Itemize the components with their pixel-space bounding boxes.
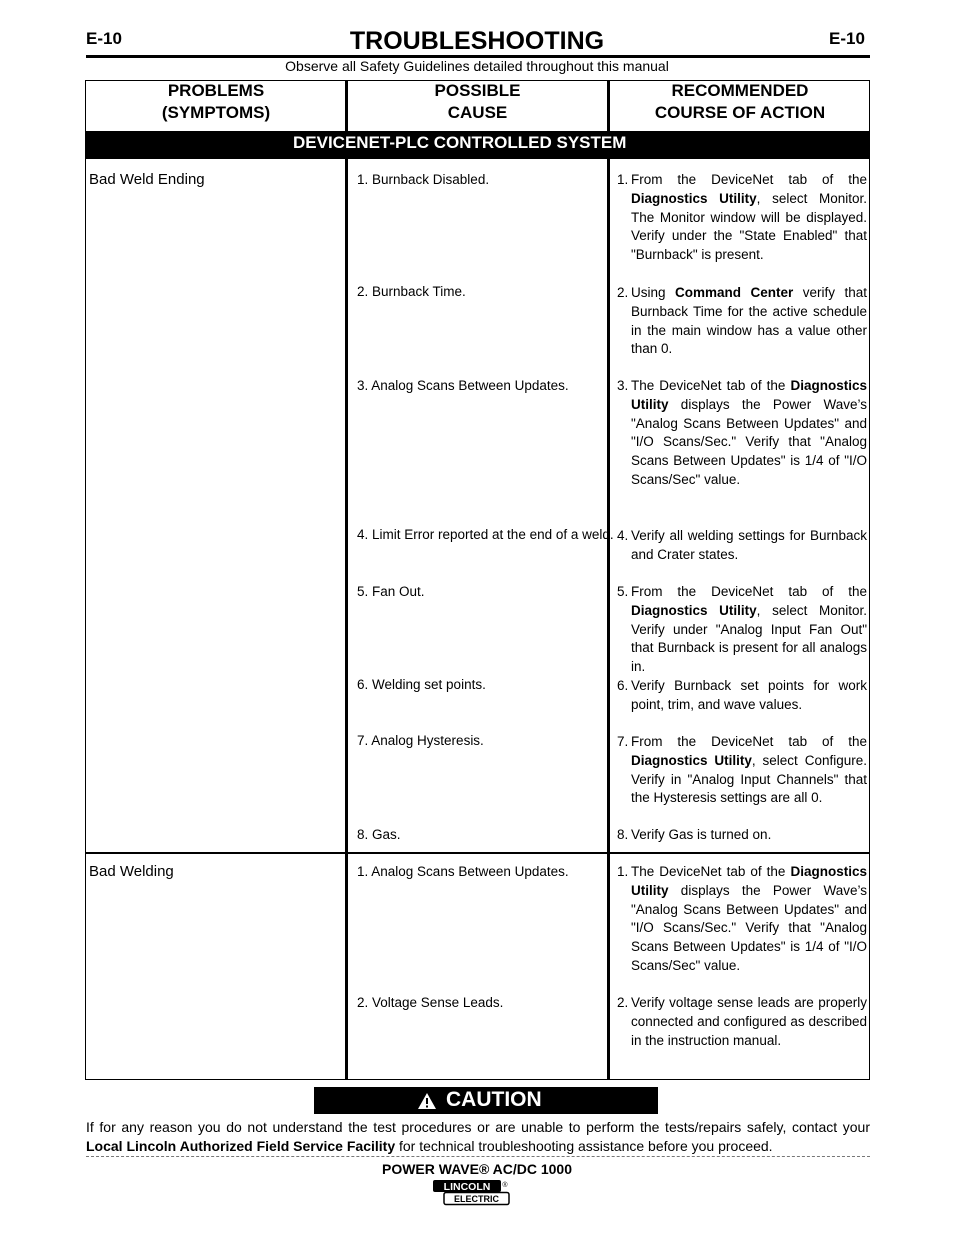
lincoln-electric-logo: [432, 1179, 510, 1206]
action-number: 1.: [617, 864, 629, 879]
text-run: displays the Power Wave’s "Analog Scans Between Updates" and "I/O Scans/Sec." Verify that "Analog Scans Between Updates" is 1/4 of "I/O Scans/Sec" value.: [631, 396, 867, 487]
action-item: [617, 994, 867, 1050]
product-name: POWER WAVE® AC/DC 1000: [381, 1161, 573, 1177]
cause-item: 1. Burnback Disabled.: [357, 172, 490, 187]
page-title: TROUBLESHOOTING: [349, 27, 605, 55]
header-problems-line2: (SYMPTOMS): [161, 103, 271, 122]
action-item: [617, 583, 867, 677]
logo-text-top: LINCOLN: [443, 1181, 491, 1193]
row-divider: [85, 852, 870, 854]
section-title: DEVICENET-PLC CONTROLLED SYSTEM: [293, 133, 627, 152]
cause-item: 5. Fan Out.: [357, 584, 425, 599]
emphasis-text: Diagnostics Utility: [631, 602, 757, 618]
text-run: , select Configure. Verify in "Analog Input Channels" that the Hysteresis settings are all 0.: [631, 752, 867, 806]
action-number: 4.: [617, 528, 629, 543]
page-code-right: E-10: [829, 29, 865, 48]
cause-item: 7. Analog Hysteresis.: [357, 733, 484, 748]
action-item: [617, 863, 867, 976]
header-action-line2: COURSE OF ACTION: [654, 103, 826, 122]
caution-banner: [314, 1087, 658, 1114]
column-divider: [345, 80, 348, 1080]
action-number: 8.: [617, 827, 629, 842]
header-cause: [348, 80, 607, 124]
text-run: Using: [631, 285, 675, 300]
problem-bad-weld-ending: Bad Weld Ending: [89, 171, 205, 188]
cause-item: 3. Analog Scans Between Updates.: [357, 378, 569, 393]
warning-triangle-icon: [417, 1092, 437, 1110]
emphasis-text: Diagnostics Utility: [631, 190, 757, 206]
text-run: Verify Gas is turned on.: [631, 827, 772, 842]
emphasis-text: Diagnostics Utility: [631, 752, 752, 768]
text-run: , select Monitor. The Monitor window will be displayed. Verify under the "State Enabled" that "Burnback" is present.: [631, 190, 867, 263]
emphasis-text: Local Lincoln Authorized Field Service Facility: [86, 1138, 396, 1154]
action-item: [617, 171, 867, 265]
text-run: From the DeviceNet tab of the: [631, 734, 867, 749]
logo-registered-mark: ®: [502, 1182, 508, 1189]
action-item: [617, 284, 867, 359]
cause-item: 8. Gas.: [357, 827, 401, 842]
logo-text-bottom: ELECTRIC: [454, 1194, 499, 1204]
action-number: 3.: [617, 378, 629, 393]
text-run: The DeviceNet tab of the: [631, 378, 791, 393]
cause-item: 2. Voltage Sense Leads.: [357, 995, 504, 1010]
text-run: Verify voltage sense leads are properly connected and configured as described in the instruction manual.: [631, 995, 867, 1048]
text-run: Verify all welding settings for Burnback and Crater states.: [631, 528, 867, 562]
header-action-line1: RECOMMENDED: [671, 81, 809, 100]
header-problems: [87, 80, 345, 124]
action-number: 2.: [617, 285, 629, 300]
header-action: [610, 80, 870, 124]
action-number: 1.: [617, 172, 629, 187]
action-item: [617, 377, 867, 490]
action-item: [617, 677, 867, 715]
text-run: , select Monitor. Verify under "Analog Input Fan Out" that Burnback is present for all analogs in.: [631, 602, 867, 675]
cause-item: 4. Limit Error reported at the end of a weld.: [357, 527, 614, 542]
section-band: [85, 131, 870, 159]
caution-note: [86, 1118, 870, 1156]
text-run: If for any reason you do not understand the test procedures or are unable to perform the tests/repairs safely, contact your: [86, 1119, 870, 1135]
header-cause-line1: POSSIBLE: [434, 81, 521, 100]
cause-item: 1. Analog Scans Between Updates.: [357, 864, 569, 879]
action-number: 7.: [617, 734, 629, 749]
text-run: From the DeviceNet tab of the: [631, 584, 867, 599]
text-run: The DeviceNet tab of the: [631, 864, 791, 879]
text-run: verify that Burnback Time for the active schedule in the main window has a value other than 0.: [631, 285, 867, 357]
page-code-left: E-10: [86, 29, 122, 48]
column-divider: [607, 80, 610, 1080]
text-run: Verify Burnback set points for work point, trim, and wave values.: [631, 678, 867, 712]
emphasis-text: Diagnostics Utility: [631, 378, 867, 412]
text-run: From the DeviceNet tab of the: [631, 172, 867, 187]
text-run: displays the Power Wave’s "Analog Scans Between Updates" and "I/O Scans/Sec." Verify that "Analog Scans Between Updates" is 1/4 of "I/O Scans/Sec" value.: [631, 882, 867, 973]
action-number: 5.: [617, 584, 629, 599]
action-item: [617, 826, 867, 845]
text-run: for technical troubleshooting assistance before you proceed.: [395, 1138, 773, 1154]
header-problems-line1: PROBLEMS: [167, 81, 265, 100]
emphasis-text: Diagnostics Utility: [631, 864, 867, 898]
problem-bad-welding: Bad Welding: [89, 863, 174, 880]
page-subtitle: Observe all Safety Guidelines detailed throughout this manual: [285, 58, 669, 74]
footer-divider: [86, 1156, 870, 1157]
action-item: [617, 733, 867, 808]
emphasis-text: Command Center: [675, 285, 794, 300]
action-number: 2.: [617, 995, 629, 1010]
action-number: 6.: [617, 678, 629, 693]
header-cause-line2: CAUSE: [447, 103, 508, 122]
caution-label: CAUTION: [446, 1088, 542, 1111]
cause-item: 6. Welding set points.: [357, 677, 486, 692]
action-item: [617, 527, 867, 565]
cause-item: 2. Burnback Time.: [357, 284, 466, 299]
